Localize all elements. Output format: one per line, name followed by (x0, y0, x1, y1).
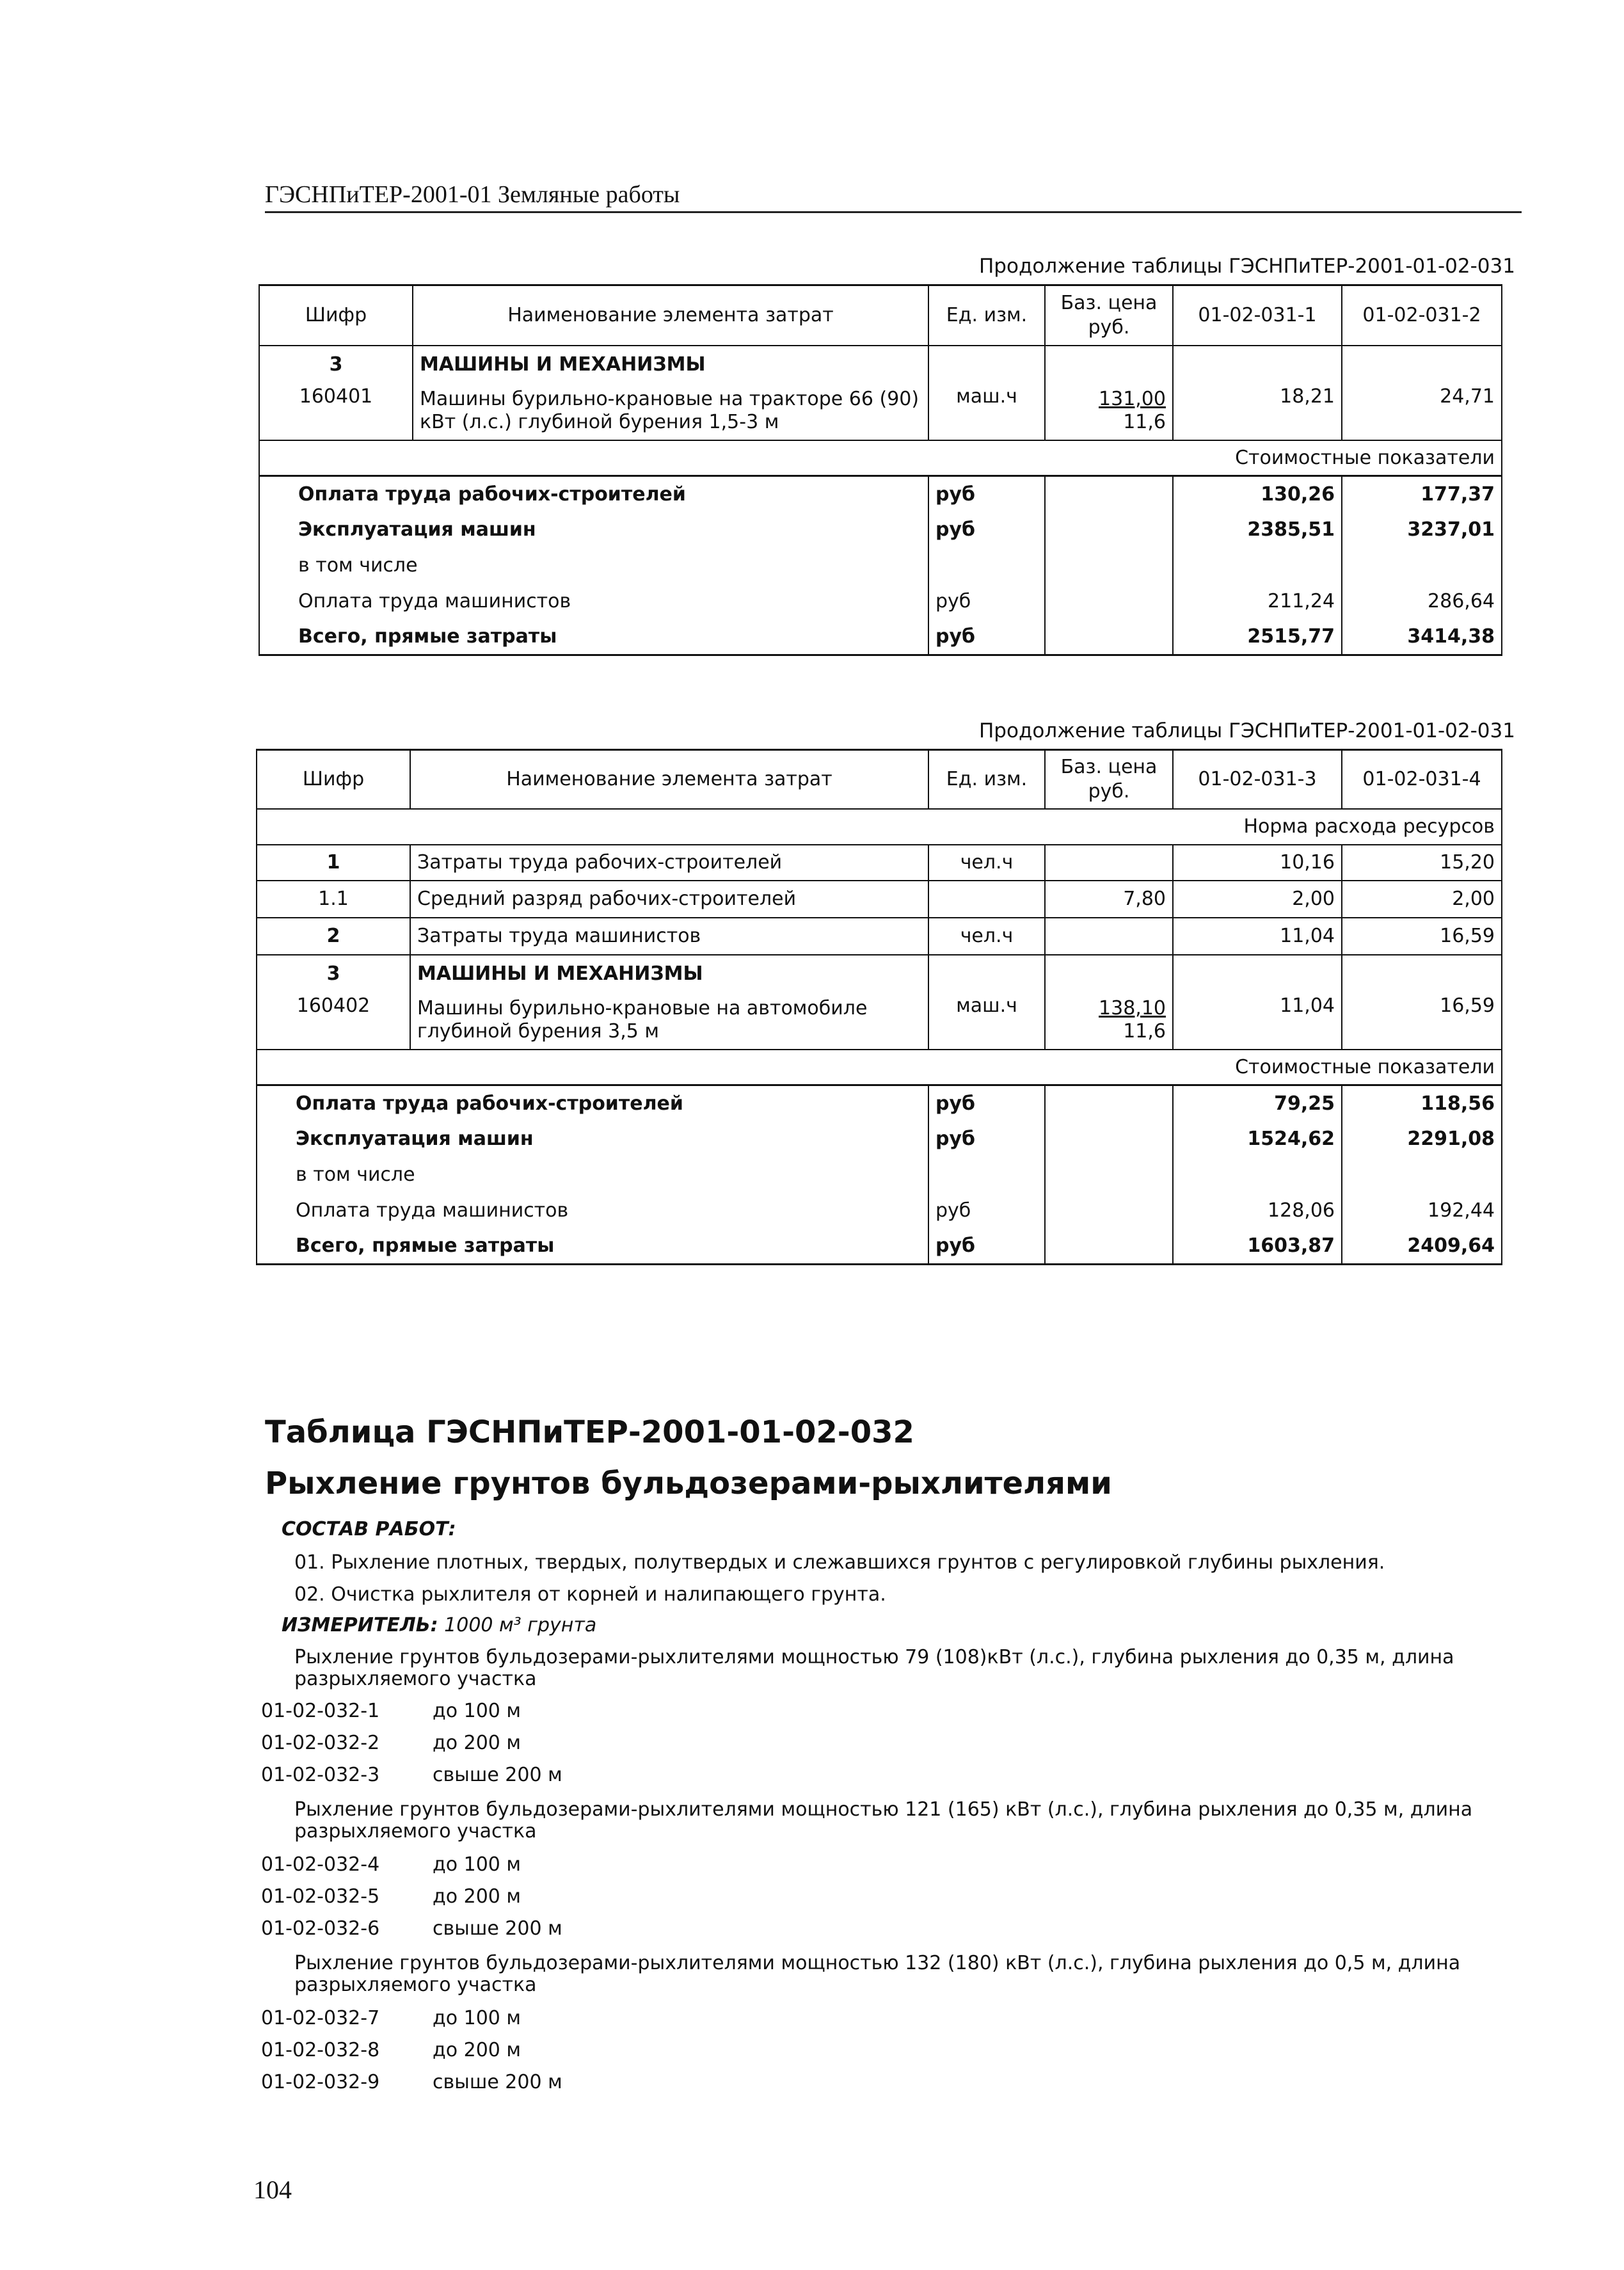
item-name: Машины бурильно-крановые на автомобиле глубиной бурения 3,5 м (410, 992, 928, 1050)
work-item: 01. Рыхление плотных, твердых, полутвердых и слежавшихся грунтов с регулировкой глубины рыхления. (294, 1551, 1385, 1574)
section-number: 3 (257, 955, 410, 992)
section-subtitle: Рыхление грунтов бульдозерами-рыхлителями (265, 1466, 1112, 1501)
group-description: Рыхление грунтов бульдозерами-рыхлителями мощностью 121 (165) кВт (л.с.), глубина рыхления до 0,35 м, длина (294, 1798, 1473, 1821)
work-item: 02. Очистка рыхлителя от корней и налипающего грунта. (294, 1583, 886, 1606)
col-code-header: Шифр (259, 285, 413, 346)
item-name: Машины бурильно-крановые на тракторе 66 (90) кВт (л.с.) глубиной бурения 1,5-3 м (413, 383, 928, 440)
table1-section-row (259, 346, 1502, 383)
col-name-header: Наименование элемента затрат (413, 285, 928, 346)
item-value-1: 18,21 (1173, 383, 1342, 440)
norm-code: 01-02-032-6 (261, 1917, 380, 1940)
norm-code: 01-02-032-1 (261, 1700, 380, 1722)
cost-heading: Стоимостные показатели (1173, 440, 1502, 476)
table2 (256, 749, 1502, 1265)
table1-cost-heading-row (259, 440, 1502, 476)
group-description: разрыхляемого участка (294, 1974, 537, 1996)
col-unit-header: Ед. изм. (928, 750, 1045, 809)
group-description: разрыхляемого участка (294, 1820, 537, 1842)
measure-value: 1000 м³ грунта (444, 1614, 597, 1636)
cost-row: Эксплуатация машин руб 1524,62 2291,08 (257, 1121, 1502, 1157)
col-variant4-header: 01-02-031-4 (1342, 750, 1502, 809)
norm-text: до 100 м (433, 2007, 521, 2029)
item-price: 138,10 11,6 (1045, 992, 1173, 1050)
section-title: Таблица ГЭСНПиТЕР-2001-01-02-032 (265, 1414, 914, 1450)
cost-row: Оплата труда рабочих-строителей руб 130,26 177,37 (259, 476, 1502, 512)
works-label: СОСТАВ РАБОТ: (282, 1518, 456, 1540)
norm-code: 01-02-032-3 (261, 1764, 380, 1786)
norm-code: 01-02-032-8 (261, 2039, 380, 2061)
measure-line (282, 1614, 596, 1636)
col-price-header: Баз. цена руб. (1045, 285, 1173, 346)
item-code: 160401 (259, 383, 413, 440)
measure-label: ИЗМЕРИТЕЛЬ: (282, 1614, 438, 1636)
col-code-header: Шифр (257, 750, 410, 809)
col-variant1-header: 01-02-031-1 (1173, 285, 1342, 346)
table-row: 1 Затраты труда рабочих-строителей чел.ч 10,16 15,20 (257, 845, 1502, 881)
cost-row: Оплата труда машинистов руб 128,06 192,44 (257, 1193, 1502, 1229)
table1-item-row (259, 383, 1502, 440)
cost-row: в том числе (257, 1157, 1502, 1193)
norm-code: 01-02-032-9 (261, 2071, 380, 2093)
item-value-1: 11,04 (1173, 992, 1342, 1050)
norm-code: 01-02-032-4 (261, 1853, 380, 1876)
group-description: Рыхление грунтов бульдозерами-рыхлителями мощностью 79 (108)кВт (л.с.), глубина рыхления до 0,35 м, длина (294, 1646, 1454, 1668)
section-name: МАШИНЫ И МЕХАНИЗМЫ (410, 955, 928, 992)
item-price: 131,00 11,6 (1045, 383, 1173, 440)
group-description: Рыхление грунтов бульдозерами-рыхлителями мощностью 132 (180) кВт (л.с.), глубина рыхления до 0,5 м, длина (294, 1952, 1461, 1974)
norm-text: до 200 м (433, 2039, 521, 2061)
table-row: 1.1 Средний разряд рабочих-строителей 7,80 2,00 2,00 (257, 881, 1502, 918)
norm-text: до 100 м (433, 1700, 521, 1722)
header-rule (265, 211, 1522, 213)
table1-caption: Продолжение таблицы ГЭСНПиТЕР-2001-01-02-031 (979, 255, 1515, 278)
item-unit: маш.ч (928, 992, 1045, 1050)
norm-code: 01-02-032-7 (261, 2007, 380, 2029)
col-price-header: Баз. цена руб. (1045, 750, 1173, 809)
table2-item-row (257, 992, 1502, 1050)
norm-text: свыше 200 м (433, 1764, 562, 1786)
norm-text: до 200 м (433, 1732, 521, 1754)
item-value-2: 16,59 (1342, 992, 1502, 1050)
table1 (259, 284, 1502, 656)
section-number: 3 (259, 346, 413, 383)
table-row: 2 Затраты труда машинистов чел.ч 11,04 16,59 (257, 918, 1502, 955)
norm-code: 01-02-032-2 (261, 1732, 380, 1754)
page-number: 104 (253, 2175, 292, 2204)
col-name-header: Наименование элемента затрат (410, 750, 928, 809)
table2-header-row (257, 750, 1502, 809)
norm-heading: Норма расхода ресурсов (1173, 809, 1502, 845)
table1-header-row (259, 285, 1502, 346)
item-unit: маш.ч (928, 383, 1045, 440)
norm-text: свыше 200 м (433, 2071, 562, 2093)
item-value-2: 24,71 (1342, 383, 1502, 440)
cost-row: Эксплуатация машин руб 2385,51 3237,01 (259, 512, 1502, 548)
table2-section-row (257, 955, 1502, 992)
cost-row: Оплата труда машинистов руб 211,24 286,64 (259, 584, 1502, 619)
col-variant3-header: 01-02-031-3 (1173, 750, 1342, 809)
table2-norm-heading-row (257, 809, 1502, 845)
norm-text: до 100 м (433, 1853, 521, 1876)
cost-row: Всего, прямые затраты руб 1603,87 2409,64 (257, 1229, 1502, 1265)
running-header: ГЭСНПиТЕР-2001-01 Земляные работы (265, 181, 680, 208)
item-code: 160402 (257, 992, 410, 1050)
norm-text: свыше 200 м (433, 1917, 562, 1940)
norm-text: до 200 м (433, 1885, 521, 1908)
cost-row: в том числе (259, 548, 1502, 584)
section-name: МАШИНЫ И МЕХАНИЗМЫ (413, 346, 928, 383)
table2-caption: Продолжение таблицы ГЭСНПиТЕР-2001-01-02-031 (979, 719, 1515, 742)
col-unit-header: Ед. изм. (928, 285, 1045, 346)
cost-heading: Стоимостные показатели (1173, 1050, 1502, 1085)
cost-row: Оплата труда рабочих-строителей руб 79,25 118,56 (257, 1085, 1502, 1121)
group-description: разрыхляемого участка (294, 1668, 537, 1690)
table2-cost-heading-row (257, 1050, 1502, 1085)
norm-code: 01-02-032-5 (261, 1885, 380, 1908)
col-variant2-header: 01-02-031-2 (1342, 285, 1502, 346)
cost-row: Всего, прямые затраты руб 2515,77 3414,38 (259, 619, 1502, 655)
